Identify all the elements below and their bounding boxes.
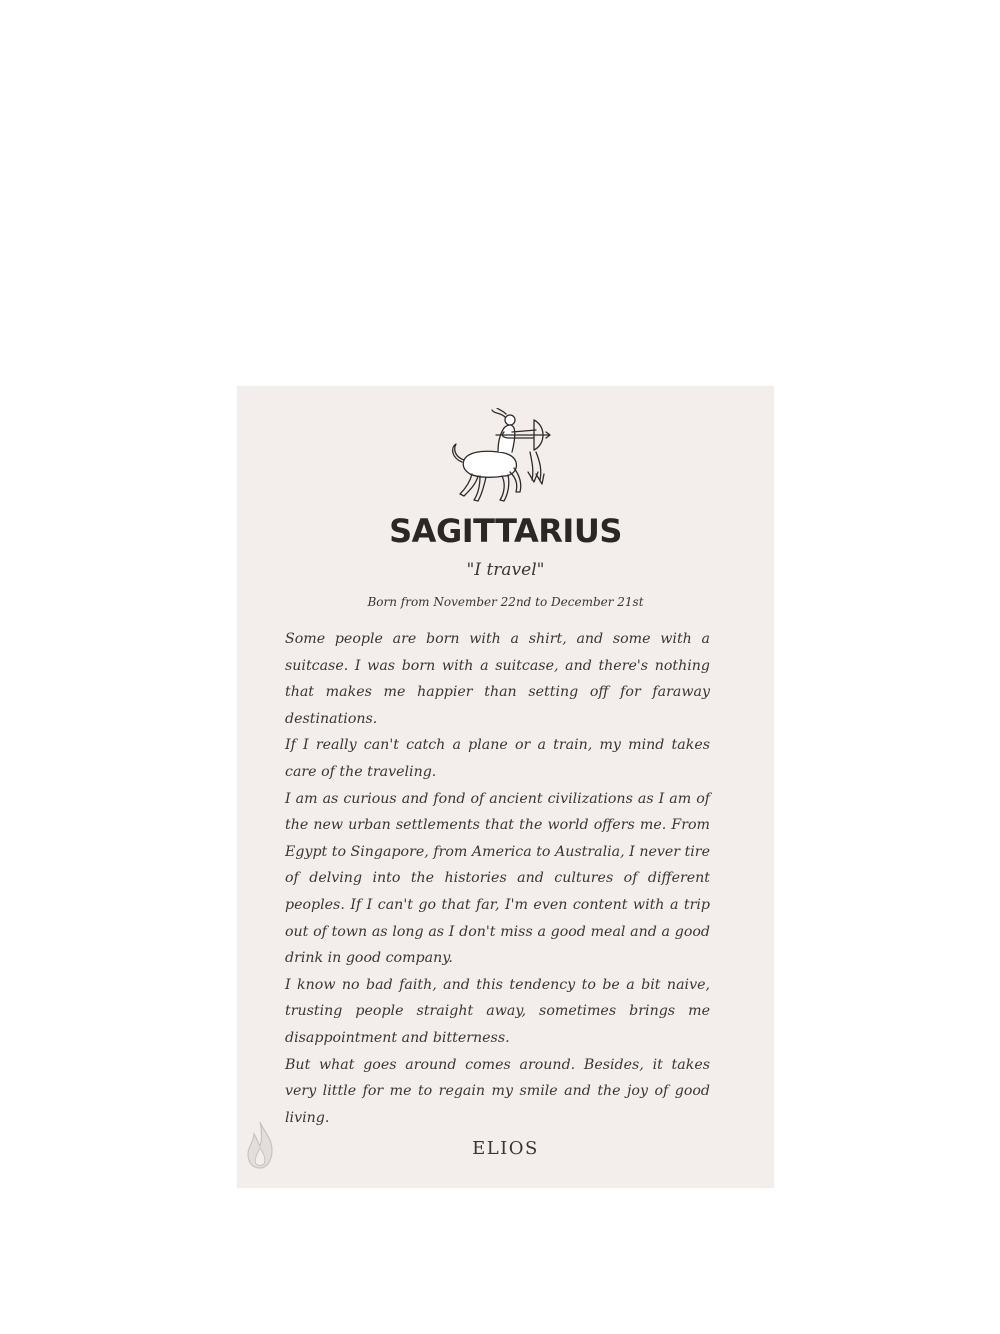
description-paragraph: I am as curious and fond of ancient civilizations as I am of the new urban settlements that the world offers me. From Egypt to Singapore, from America to Australia, I never tire of delving into the histories and cultures of different peoples. If I can't go that far, I'm even content with a trip out of town as long as I don't miss a good meal and a good drink in good company. [285, 790, 710, 967]
brand-logo: ELIOS [472, 1138, 539, 1159]
sign-motto: "I travel" [466, 560, 545, 580]
description-paragraph: But what goes around comes around. Besides, it takes very little for me to regain my smile and the joy of good living. [285, 1056, 710, 1126]
zodiac-card [237, 386, 774, 1188]
description-paragraph: Some people are born with a shirt, and some with a suitcase. I was born with a suitcase, and there's nothing that makes me happier than setting off for faraway destinations. [285, 631, 710, 727]
sagittarius-emblem-icon [442, 408, 572, 512]
sign-dates: Born from November 22nd to December 21st [367, 595, 644, 609]
description-paragraph: I know no bad faith, and this tendency to be a bit naive, trusting people straight away, sometimes brings me disappointment and bitterness. [285, 976, 710, 1046]
description-body [285, 626, 710, 1131]
sign-title: SAGITTARIUS [389, 512, 622, 550]
description-paragraph: If I really can't catch a plane or a train, my mind takes care of the traveling. [285, 737, 710, 780]
